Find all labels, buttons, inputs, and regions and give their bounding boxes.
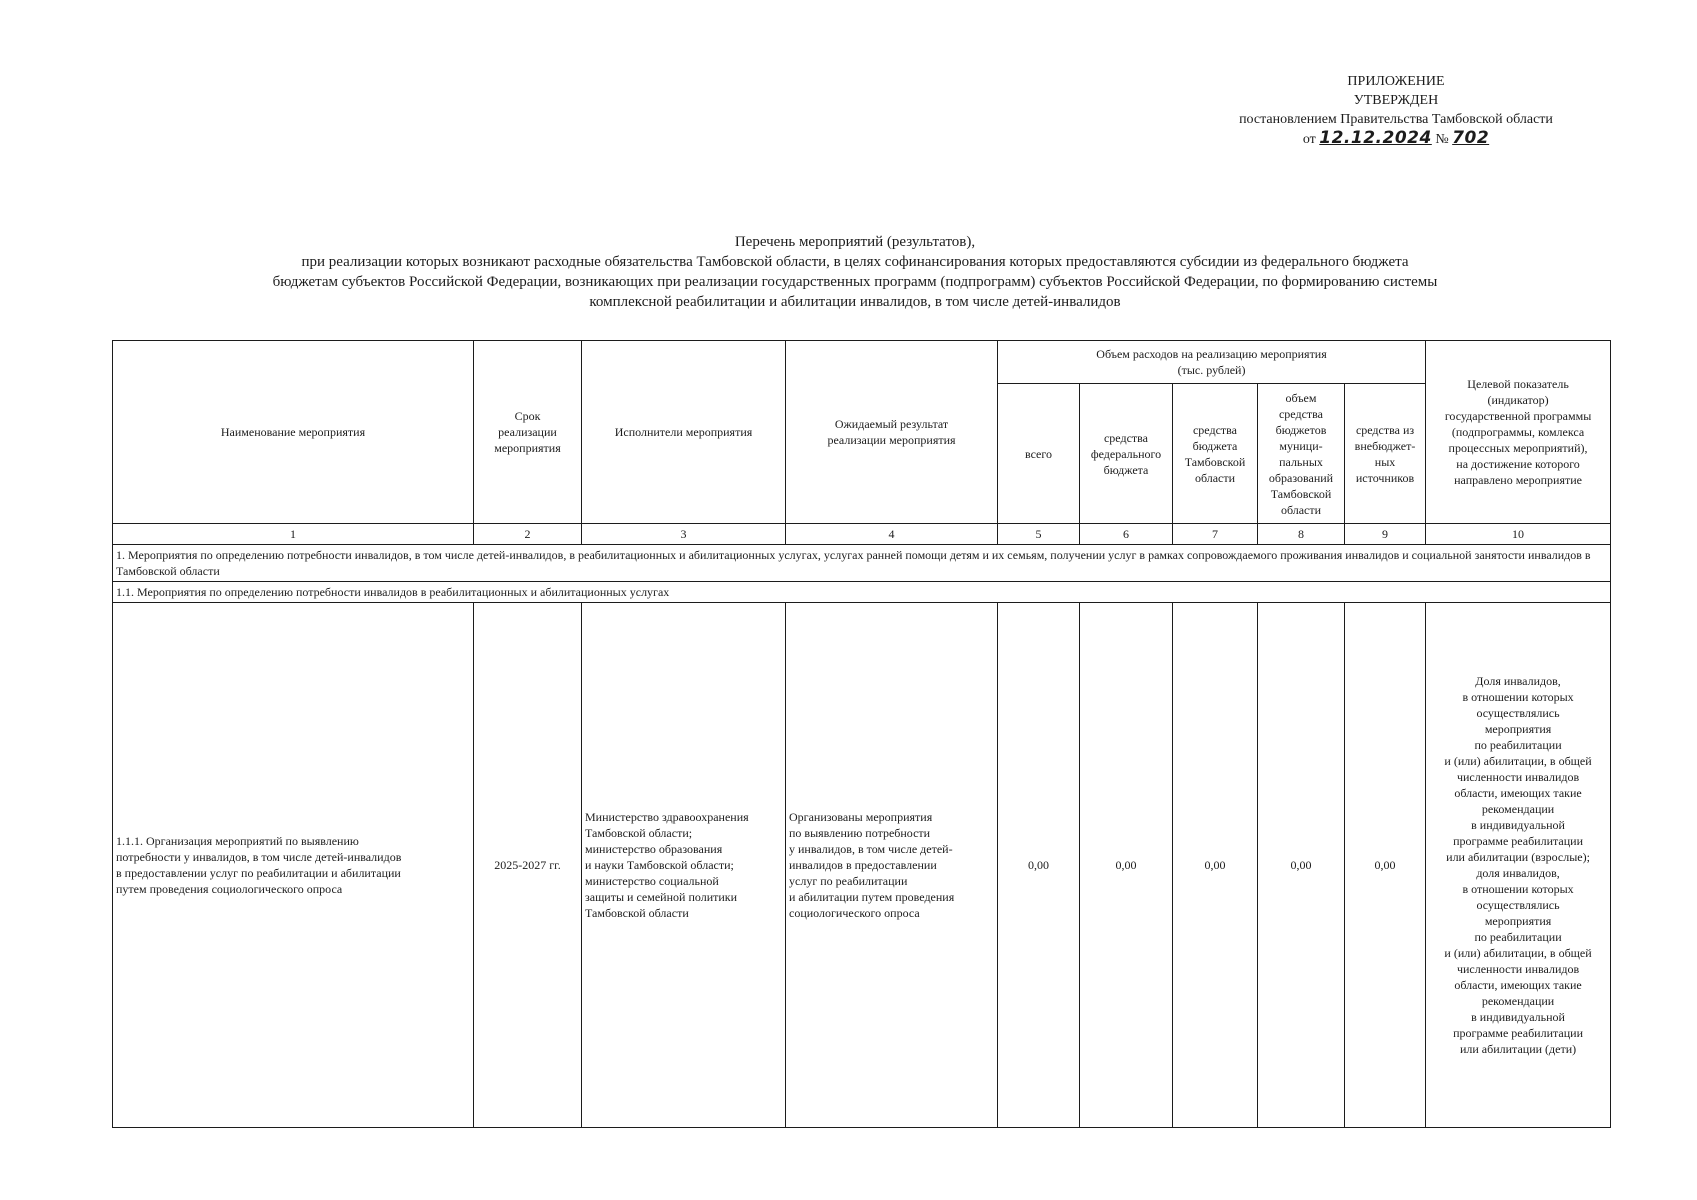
approval-stamp	[1186, 72, 1606, 149]
column-number: 9	[1345, 524, 1426, 545]
cell-regional: 0,00	[1173, 603, 1258, 1128]
column-number: 10	[1426, 524, 1611, 545]
header-federal: средства федерального бюджета	[1080, 384, 1173, 524]
title-line-4: комплексной реабилитации и абилитации инвалидов, в том числе детей-инвалидов	[589, 294, 1121, 310]
cell-indicator: Доля инвалидов, в отношении которых осуществлялись мероприятия по реабилитации и (или) абилитации, в общей численности инвалидов области, имеющих такие рекомендации в индивидуальной программе реабилитации или абилитации (взрослые); доля инвалидов, в отношении которых осуществлялись мероприятия по реабилитации и (или) абилитации, в общей численности инвалидов области, имеющих такие рекомендации в индивидуальной программе реабилитации или абилитации (дети)	[1426, 603, 1611, 1128]
header-regional: средства бюджета Тамбовской области	[1173, 384, 1258, 524]
header-result: Ожидаемый результат реализации мероприятия	[786, 341, 998, 524]
header-total: всего	[998, 384, 1080, 524]
cell-term: 2025-2027 гг.	[474, 603, 582, 1128]
cell-measure-name: 1.1.1. Организация мероприятий по выявлению потребности у инвалидов, в том числе детей-инвалидов в предоставлении услуг по реабилитации и абилитации путем проведения социологического опроса	[113, 603, 474, 1128]
approval-decree: постановлением Правительства Тамбовской области	[1239, 112, 1553, 127]
cell-executors: Министерство здравоохранения Тамбовской области; министерство образования и науки Тамбовской области; министерство социальной защиты и семейной политики Тамбовской области	[582, 603, 786, 1128]
cell-offbudget: 0,00	[1345, 603, 1426, 1128]
header-municipal: объем средства бюджетов муници- пальных образований Тамбовской области	[1258, 384, 1345, 524]
table-row	[113, 603, 1611, 1128]
header-offbudget: средства из внебюджет- ных источников	[1345, 384, 1426, 524]
column-numbers-row	[113, 524, 1611, 545]
header-row-1	[113, 341, 1611, 384]
header-volume-group: Объем расходов на реализацию мероприятия (тыс. рублей)	[998, 341, 1426, 384]
section-row-1-1	[113, 582, 1611, 603]
title-line-2: при реализации которых возникают расходные обязательства Тамбовской области, в целях софинансирования которых предоставляются субсидии из федерального бюджета	[301, 254, 1409, 270]
section-row-1	[113, 545, 1611, 582]
header-indicator: Целевой показатель (индикатор) государственной программы (подпрограммы, комлекса процессных мероприятий), на достижение которого направлено мероприятие	[1426, 341, 1611, 524]
document-title	[120, 232, 1590, 312]
cell-federal: 0,00	[1080, 603, 1173, 1128]
column-number: 2	[474, 524, 582, 545]
decree-date: 12.12.2024	[1319, 128, 1432, 148]
decree-number: 702	[1452, 128, 1490, 148]
column-number: 5	[998, 524, 1080, 545]
column-number: 8	[1258, 524, 1345, 545]
section-1-title: 1. Мероприятия по определению потребности инвалидов, в том числе детей-инвалидов, в реабилитационных и абилитационных услугах, услугах ранней помощи детям и их семьям, получении услуг в рамках сопровождаемого проживания инвалидов и социальной занятости инвалидов в Тамбовской области	[113, 545, 1611, 582]
number-prefix: №	[1435, 132, 1449, 147]
approval-approved: УТВЕРЖДЕН	[1353, 93, 1439, 108]
title-line-3: бюджетам субъектов Российской Федерации, возникающих при реализации государственных программ (подпрограмм) субъектов Российской Федерации, по формированию системы	[272, 274, 1438, 290]
column-number: 3	[582, 524, 786, 545]
section-1-1-title: 1.1. Мероприятия по определению потребности инвалидов в реабилитационных и абилитационных услугах	[113, 582, 1611, 603]
column-number: 6	[1080, 524, 1173, 545]
column-number: 1	[113, 524, 474, 545]
column-number: 7	[1173, 524, 1258, 545]
title-line-1: Перечень мероприятий (результатов),	[734, 234, 976, 250]
cell-total: 0,00	[998, 603, 1080, 1128]
cell-municipal: 0,00	[1258, 603, 1345, 1128]
measures-table	[112, 340, 1611, 1128]
cell-result: Организованы мероприятия по выявлению потребности у инвалидов, в том числе детей- инвалидов в предоставлении услуг по реабилитации и абилитации путем проведения социологического опроса	[786, 603, 998, 1128]
header-name: Наименование мероприятия	[113, 341, 474, 524]
approval-date-number	[1186, 129, 1606, 149]
approval-appendix: ПРИЛОЖЕНИЕ	[1347, 74, 1445, 89]
header-term: Срок реализации мероприятия	[474, 341, 582, 524]
date-prefix: от	[1302, 132, 1316, 147]
column-number: 4	[786, 524, 998, 545]
header-executors: Исполнители мероприятия	[582, 341, 786, 524]
